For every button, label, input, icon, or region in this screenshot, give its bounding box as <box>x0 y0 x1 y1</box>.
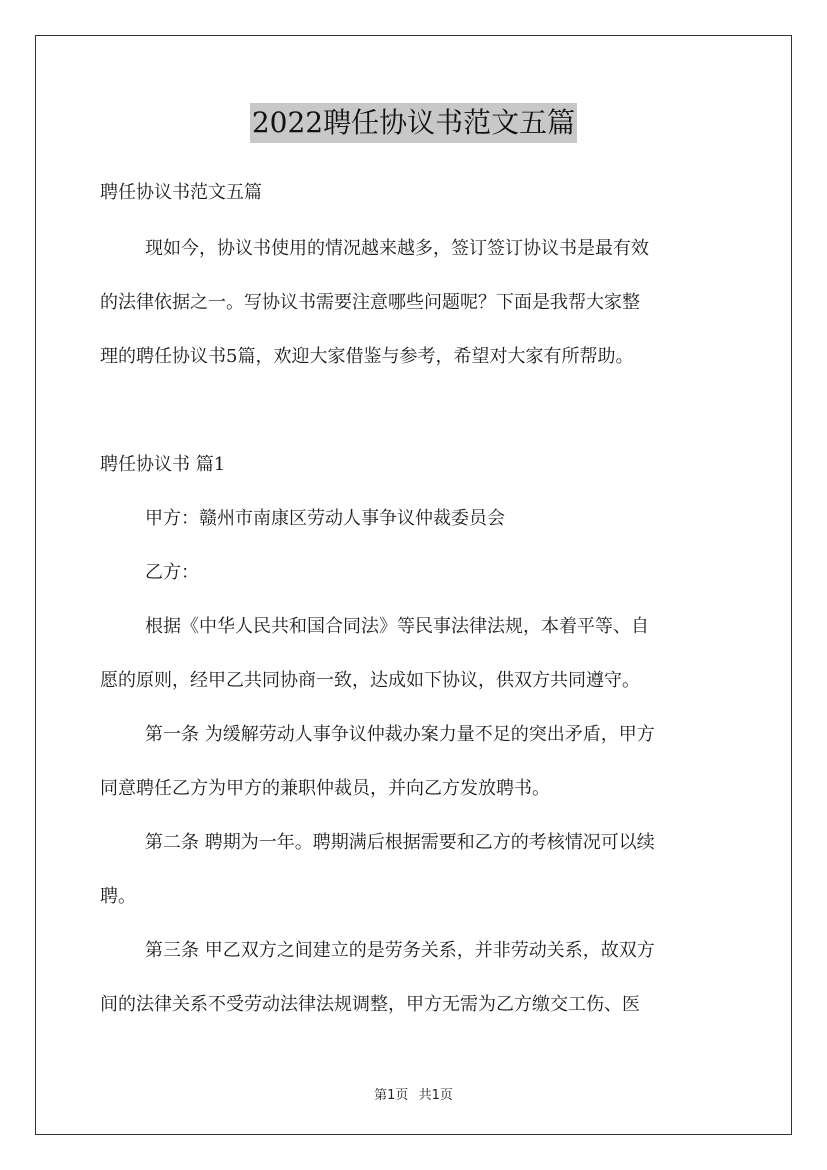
section-heading: 聘任协议书 篇1 <box>100 454 226 475</box>
document-title: 2022聘任协议书范文五篇 <box>250 103 577 143</box>
article-3-line-1: 第三条 甲乙双方之间建立的是劳务关系，并非劳动关系，故双方 <box>145 940 655 961</box>
party-b: 乙方： <box>145 562 199 583</box>
intro-line-2: 的法律依据之一。写协议书需要注意哪些问题呢？下面是我帮大家整 <box>100 292 640 313</box>
page-total: 共1页 <box>418 1088 453 1103</box>
basis-line-1: 根据《中华人民共和国合同法》等民事法律法规，本着平等、自 <box>145 616 649 637</box>
article-1-line-2: 同意聘任乙方为甲方的兼职仲裁员，并向乙方发放聘书。 <box>100 778 550 799</box>
intro-line-1: 现如今，协议书使用的情况越来越多，签订签订协议书是最有效 <box>145 238 649 259</box>
title-container <box>0 103 827 143</box>
article-3-line-2: 间的法律关系不受劳动法律法规调整，甲方无需为乙方缴交工伤、医 <box>100 994 640 1015</box>
article-2-line-2: 聘。 <box>100 886 136 907</box>
article-1-line-1: 第一条 为缓解劳动人事争议仲裁办案力量不足的突出矛盾，甲方 <box>145 724 655 745</box>
basis-line-2: 愿的原则，经甲乙共同协商一致，达成如下协议，供双方共同遵守。 <box>100 670 640 691</box>
intro-line-3: 理的聘任协议书5篇，欢迎大家借鉴与参考，希望对大家有所帮助。 <box>100 346 634 367</box>
page-number: 第1页 <box>374 1088 409 1103</box>
page-footer <box>0 1084 827 1103</box>
subtitle: 聘任协议书范文五篇 <box>100 182 262 203</box>
article-2-line-1: 第二条 聘期为一年。聘期满后根据需要和乙方的考核情况可以续 <box>145 832 655 853</box>
party-a: 甲方：赣州市南康区劳动人事争议仲裁委员会 <box>145 508 505 529</box>
